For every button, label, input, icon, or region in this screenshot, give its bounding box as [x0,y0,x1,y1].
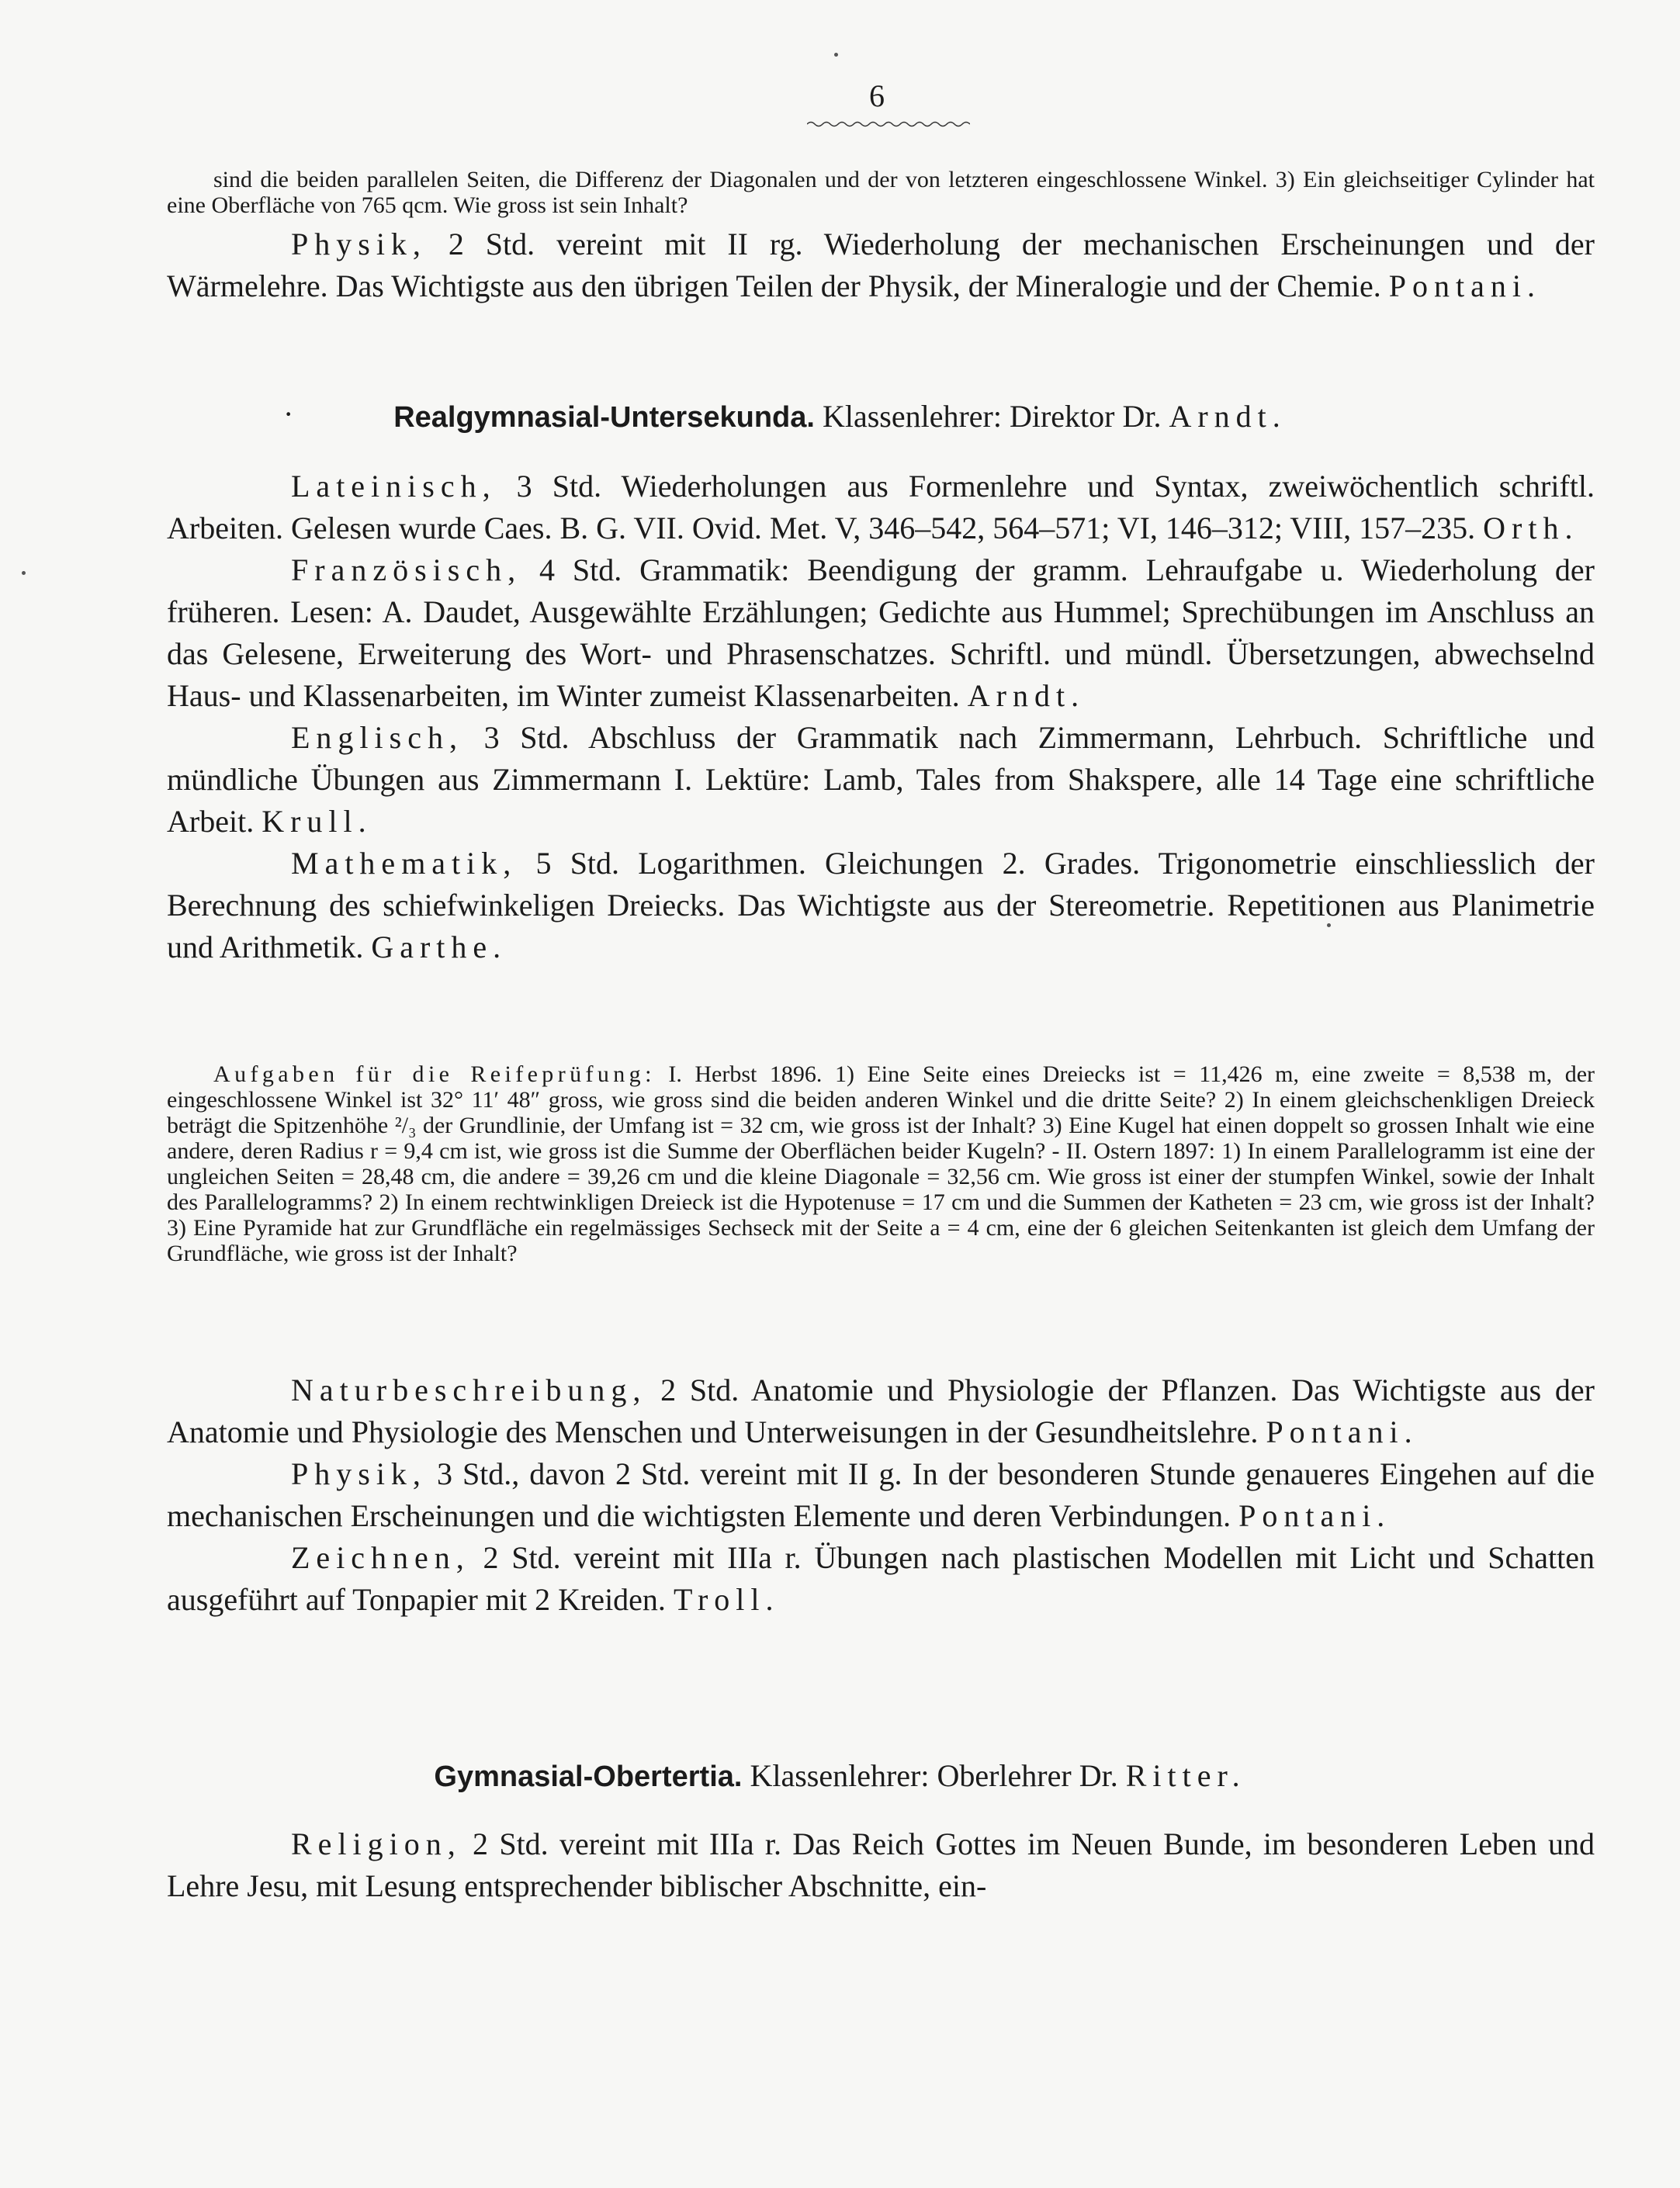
page-number-ornament [807,120,970,128]
teacher-name: Orth. [1483,511,1579,545]
subject-label: Physik, [291,227,427,261]
print-speck [22,571,26,575]
intro-text: sind die beiden parallelen Seiten, die Differenz der Diagonalen und der von letzteren eingeschlossene Winkel. 3) Ein gleichseitiger Cylinder hat eine Oberfläche von 765 qcm. Wie gross ist sein Inhalt? [167,167,1595,218]
paragraph-text: 3 Std., davon 2 Std. vereint mit II g. In der besonderen Stunde genaueres Eingehen auf die mechanischen Erscheinungen und die wichtigsten Elemente und deren Verbindungen. [167,1456,1595,1533]
subject-label: Religion, [291,1826,462,1861]
aufgaben-text: I. Herbst 1896. 1) Eine Seite eines Dreiecks ist = 11,426 m, eine zweite = 8,538 m, der eingeschlossene Winkel ist 32° 11′ 48″ gross, wie gross sind die beiden anderen Winkel und die dritte Seite? 2) In einem gleichschenkligen Dreieck beträgt die Spitzenhöhe ²/₃ der Grundlinie, der Umfang ist = 32 cm, wie gross ist der Inhalt? 3) Eine Kugel hat einen doppelt so grossen Inhalt wie eine andere, deren Radius r = 9,4 cm ist, wie gross ist die Summe der Oberflächen beider Kugeln? - II. Ostern 1897: 1) In einem Parallelogramm ist eine der ungleichen Seiten = 28,48 cm, die andere = 39,26 cm und die kleine Diagonale = 32,56 cm. Wie gross ist einer der stumpfen Winkel, sowie der Inhalt des Parallelogramms? 2) In einem rechtwinkligen Dreieck ist die Hypotenuse = 17 cm und die Summen der Katheten = 23 cm, wie gross ist der Inhalt? 3) Eine Pyramide hat zur Grundfläche ein regelmässiges Sechseck mit der Seite a = 4 cm, eine der 6 gleichen Seitenkanten ist gleich dem Umfang der Grundfläche, wie gross ist der Inhalt? [167,1061,1595,1266]
section-title: Realgymnasial-Untersekunda. [393,401,815,434]
englisch-paragraph [167,717,1595,843]
subject-label: Zeichnen, [291,1540,470,1575]
subject-label: Englisch, [291,720,463,755]
print-speck [1327,923,1331,927]
section-class-teacher-label: Klassenlehrer: Oberlehrer Dr. [742,1758,1126,1793]
subject-label: Lateinisch, [291,469,497,504]
teacher-name: Pontani. [1388,268,1541,303]
teacher-name: Troll. [673,1582,780,1617]
paragraph-text: 5 Std. Logarithmen. Gleichungen 2. Grades. Trigonometrie einschliesslich der Berechnung des schiefwinkeligen Dreiecks. Das Wichtigste aus der Stereometrie. Repetitionen aus Planimetrie und Arithmetik. [167,846,1595,964]
obertertia-body [167,1823,1595,1907]
physik-intro-paragraph [167,223,1595,307]
subject-label: Mathematik, [291,846,518,881]
franz-paragraph [167,549,1595,717]
section-heading-obertertia [0,1755,1680,1798]
teacher-name: Krull. [262,804,372,839]
section-class-teacher: Arndt. [1169,399,1287,434]
untersekunda-body-continued [167,1369,1595,1621]
latein-paragraph [167,466,1595,549]
paragraph-text: 2 Std. vereint mit II rg. Wiederholung der mechanischen Erscheinungen und der Wärmelehre. Das Wichtigste aus den übrigen Teilen der Physik, der Mineralogie und der Chemie. [167,227,1595,303]
print-speck [834,53,838,57]
untersekunda-body [167,466,1595,968]
section-class-teacher-label: Klassenlehrer: Direktor Dr. [814,399,1169,434]
paragraph-text: 3 Std. Abschluss der Grammatik nach Zimmermann, Lehrbuch. Schriftliche und mündliche Übungen aus Zimmermann I. Lektüre: Lamb, Tales from Shakspere, alle 14 Tage eine schriftliche Arbeit. [167,720,1595,839]
subject-label: Französisch, [291,552,522,587]
teacher-name: Arndt. [967,678,1086,713]
mathematik-paragraph [167,843,1595,968]
zeichnen-paragraph [167,1537,1595,1621]
subject-label: Physik, [291,1456,427,1491]
teacher-name: Pontani. [1266,1414,1418,1449]
section-class-teacher: Ritter. [1125,1758,1246,1793]
teacher-name: Pontani. [1238,1498,1391,1533]
teacher-name: Garthe. [371,930,507,964]
section-title: Gymnasial-Obertertia. [434,1760,743,1793]
natur-paragraph [167,1369,1595,1453]
aufgaben-block [167,1061,1595,1266]
paragraph-text: 2 Std. vereint mit IIIa r. Das Reich Gottes im Neuen Bunde, im besonderen Leben und Lehre Jesu, mit Lesung entsprechender biblischer Abschnitte, ein- [167,1826,1595,1903]
paragraph-text: 2 Std. Anatomie und Physiologie der Pflanzen. Das Wichtigste aus der Anatomie und Physiologie des Menschen und Unterweisungen in der Gesundheitslehre. [167,1373,1595,1449]
page-number: 6 [869,78,885,113]
bullet-mark: · [283,396,294,431]
paragraph-text: 4 Std. Grammatik: Beendigung der gramm. Lehraufgabe u. Wiederholung der früheren. Lesen: A. Daudet, Ausgewählte Erzählungen; Gedichte aus Hummel; Sprechübungen im Anschluss an das Gelesene, Erweiterung des Wort- und Phrasenschatzes. Schriftl. und mündl. Übersetzungen, abwechselnd Haus- und Klassenarbeiten, im Winter zumeist Klassenarbeiten. [167,552,1595,713]
section-heading-untersekunda [0,396,1680,438]
subject-label: Naturbeschreibung, [291,1373,647,1407]
physik-paragraph [167,1453,1595,1537]
intro-paragraph [167,167,1595,218]
religion-paragraph [167,1823,1595,1907]
paragraph-text: 3 Std. Wiederholungen aus Formenlehre und Syntax, zweiwöchentlich schriftl. Arbeiten. Gelesen wurde Caes. B. G. VII. Ovid. Met. V, 346–542, 564–571; VI, 146–312; VIII, 157–235. [167,469,1595,545]
paragraph-text: 2 Std. vereint mit IIIa r. Übungen nach plastischen Modellen mit Licht und Schatten ausgeführt auf Tonpapier mit 2 Kreiden. [167,1540,1595,1617]
aufgaben-label: Aufgaben für die Reifeprüfung: [213,1061,656,1087]
